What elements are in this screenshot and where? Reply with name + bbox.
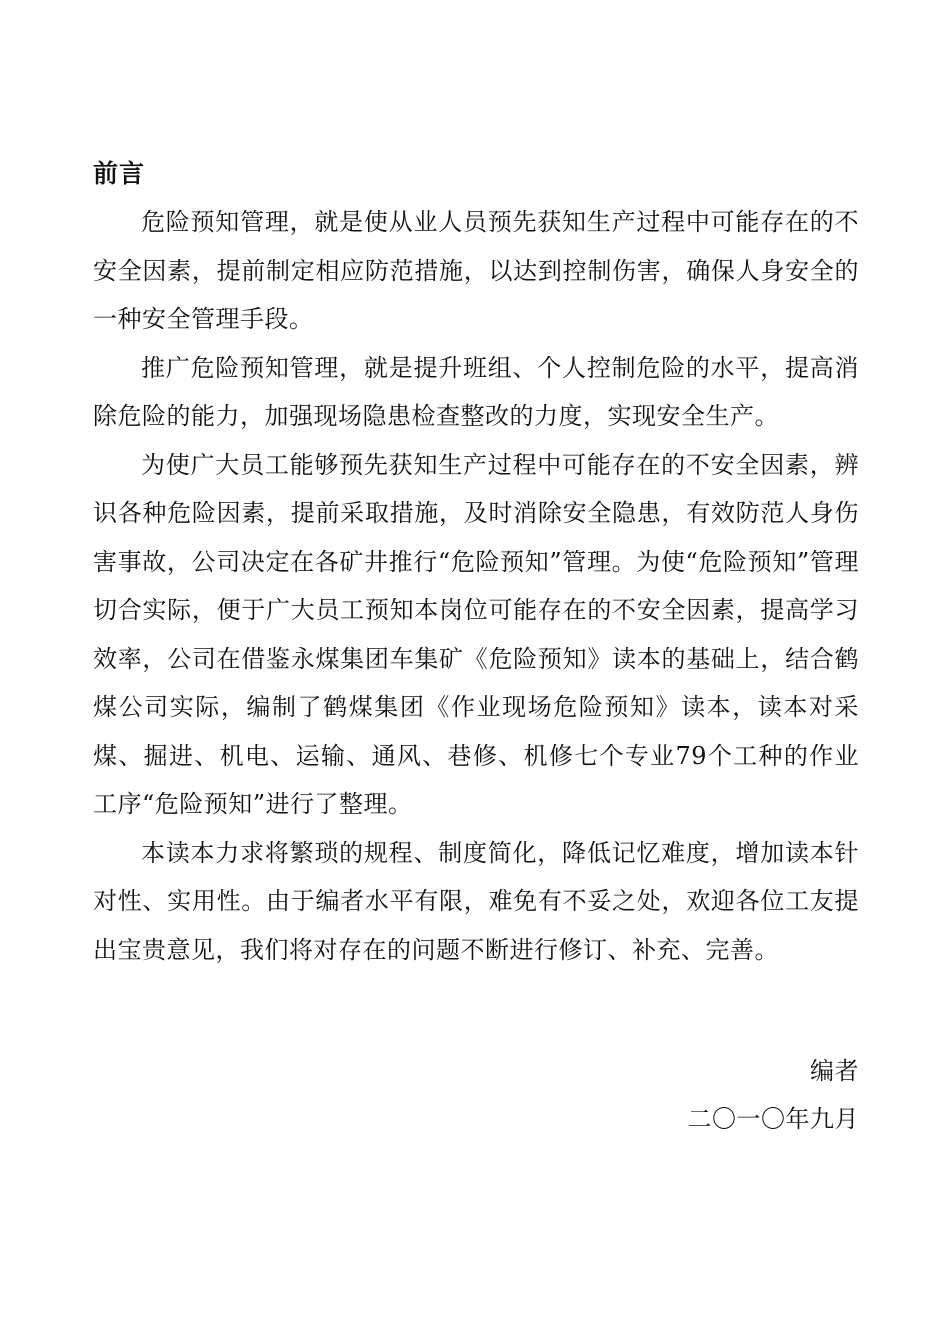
author-signature: 编者 xyxy=(810,1057,859,1085)
paragraph-1: 危险预知管理，就是使从业人员预先获知生产过程中可能存在的不安全因素，提前制定相应防范措施，以达到控制伤害，确保人身安全的一种安全管理手段。 xyxy=(93,208,859,333)
document-date: 二〇一〇年九月 xyxy=(687,1105,859,1133)
page-title: 前言 xyxy=(93,159,146,188)
paragraph-3: 为使广大员工能够预先获知生产过程中可能存在的不安全因素，辨识各种危险因素，提前采取措施，及时消除安全隐患，有效防范人身伤害事故，公司决定在各矿井推行“危险预知”管理。为使“危险预知”管理切合实际，便于广大员工预知本岗位可能存在的不安全因素，提高学习效率，公司在借鉴永煤集团车集矿《危险预知》读本的基础上，结合鹤煤公司实际，编制了鹤煤集团《作业现场危险预知》读本，读本对采煤、掘进、机电、运输、通风、巷修、机修七个专业79个工种的作业工序“危险预知”进行了整理。 xyxy=(93,450,859,818)
document-body xyxy=(93,150,859,974)
paragraph-2: 推广危险预知管理，就是提升班组、个人控制危险的水平，提高消除危险的能力，加强现场隐患检查整改的力度，实现安全生产。 xyxy=(93,353,859,430)
paragraph-4: 本读本力求将繁琐的规程、制度简化，降低记忆难度，增加读本针对性、实用性。由于编者水平有限，难免有不妥之处，欢迎各位工友提出宝贵意见，我们将对存在的问题不断进行修订、补充、完善。 xyxy=(93,838,859,964)
